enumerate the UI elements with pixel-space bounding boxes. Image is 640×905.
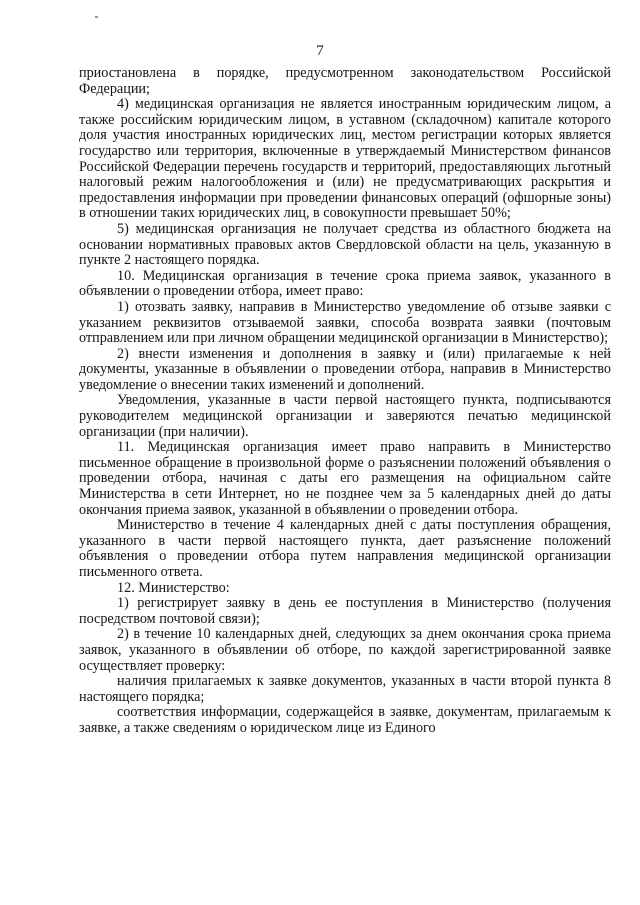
document-body [79, 66, 611, 737]
paragraph: наличия прилагаемых к заявке документов, указанных в части второй пункта 8 настоящего порядка; [79, 673, 611, 705]
paragraph: 2) в течение 10 календарных дней, следующих за днем окончания срока приема заявок, указанного в объявлении об отборе, по каждой зарегистрированной заявке осуществляет проверку: [79, 626, 611, 674]
paragraph: соответствия информации, содержащейся в заявке, документам, прилагаемым к заявке, а также сведениям о юридическом лице из Единого [79, 704, 611, 736]
paragraph: 4) медицинская организация не является иностранным юридическим лицом, а также российским юридическим лицом, в уставном (складочном) капитале которого доля участия иностранных юридических лиц, местом регистрации которых является государство или территория, включенные в утверждаемый Министерством финансов Российской Федерации перечень государств и территорий, предоставляющих льготный налоговый режим налогообложения и (или) не предусматривающих раскрытия и предоставления информации при проведении финансовых операций (офшорные зоны) в отношении таких юридических лиц, в совокупности превышает 50%; [79, 96, 611, 222]
paragraph: 10. Медицинская организация в течение срока приема заявок, указанного в объявлении о проведении отбора, имеет право: [79, 267, 611, 300]
paragraph: 12. Министерство: [117, 579, 230, 596]
paragraph: Министерство в течение 4 календарных дней с даты поступления обращения, указанного в части первой настоящего пункта, дает разъяснение положений объявления о проведении отбора путем направления медицинской организации письменного ответа. [79, 517, 611, 580]
page-number: 7 [316, 43, 324, 59]
paragraph: 1) регистрирует заявку в день ее поступления в Министерство (получения посредством почтовой связи); [79, 595, 611, 627]
paragraph: 5) медицинская организация не получает средства из областного бюджета на основании нормативных правовых актов Свердловской области на цель, указанную в пункте 2 настоящего порядка. [79, 220, 611, 269]
paragraph: 1) отозвать заявку, направив в Министерство уведомление об отзыве заявки с указанием реквизитов отзываемой заявки, способа возврата заявки (почтовым отправлением или при личном обращении медицинской организации в Министерство); [79, 298, 611, 347]
scan-artifact [95, 16, 98, 18]
paragraph: приостановлена в порядке, предусмотренном законодательством Российской Федерации; [79, 65, 611, 97]
paragraph: Уведомления, указанные в части первой настоящего пункта, подписываются руководителем медицинской организации и заверяются печатью медицинской организации (при наличии). [79, 392, 611, 440]
paragraph: 2) внести изменения и дополнения в заявку и (или) прилагаемые к ней документы, указанные в объявлении о проведении отбора, направив в Министерство уведомление о внесении таких изменений и дополнений. [79, 345, 611, 393]
paragraph: 11. Медицинская организация имеет право направить в Министерство письменное обращение в произвольной форме о разъяснении положений объявления о проведении отбора, начиная с даты его размещения на официальном сайте Министерства в сети Интернет, но не позднее чем за 5 календарных дней до даты окончания приема заявок, указанной в объявлении о проведении отбора. [79, 439, 611, 518]
